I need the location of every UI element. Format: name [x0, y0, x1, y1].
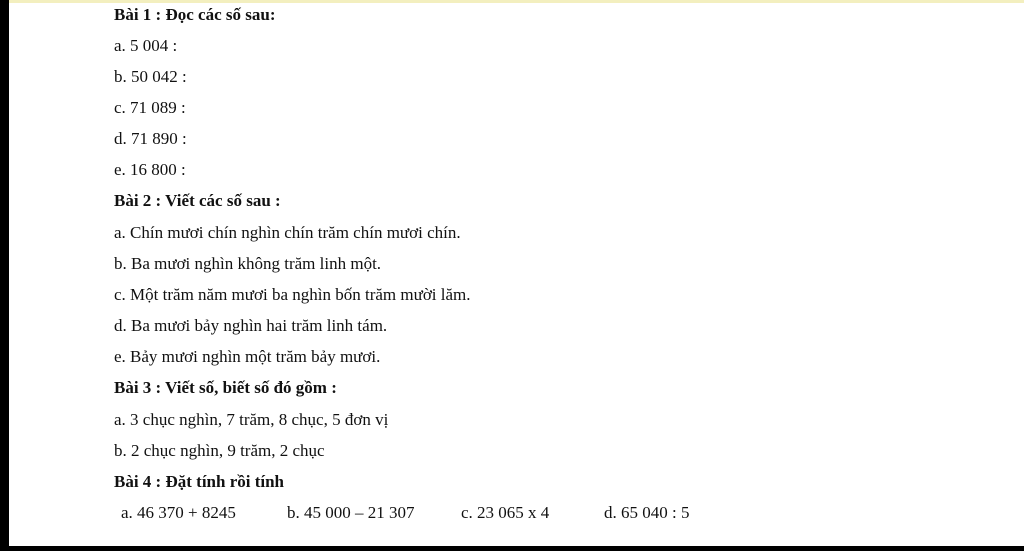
bai1-item-a: a. 5 004 :: [114, 36, 178, 55]
bai4-item-d: d. 65 040 : 5: [604, 503, 690, 522]
bai1-item-c: c. 71 089 :: [114, 98, 186, 117]
bai2-item-e: e. Bảy mươi nghìn một trăm bảy mươi.: [114, 347, 381, 366]
bai4-item-c: c. 23 065 x 4: [461, 503, 550, 522]
bai2-item-c: c. Một trăm năm mươi ba nghìn bốn trăm mười lăm.: [114, 285, 471, 304]
bai3-item-b: b. 2 chục nghìn, 9 trăm, 2 chục: [114, 441, 325, 460]
bai1-item-b: b. 50 042 :: [114, 67, 187, 86]
bai3-item-a: a. 3 chục nghìn, 7 trăm, 8 chục, 5 đơn vị: [114, 410, 389, 429]
bai3-heading: Bài 3 : Viết số, biết số đó gồm :: [114, 378, 337, 397]
bai2-heading: Bài 2 : Viết các số sau :: [114, 191, 281, 210]
document-page: [9, 0, 1024, 546]
bai2-item-d: d. Ba mươi bảy nghìn hai trăm linh tám.: [114, 316, 388, 335]
bai1-heading: Bài 1 : Đọc các số sau:: [114, 5, 276, 24]
bai2-item-a: a. Chín mươi chín nghìn chín trăm chín mươi chín.: [114, 223, 461, 242]
bai4-item-a: a. 46 370 + 8245: [121, 503, 236, 522]
bai1-item-e: e. 16 800 :: [114, 160, 186, 179]
bai1-item-d: d. 71 890 :: [114, 129, 187, 148]
bai4-item-b: b. 45 000 – 21 307: [287, 503, 415, 522]
bai4-heading: Bài 4 : Đặt tính rồi tính: [114, 472, 285, 491]
bai2-item-b: b. Ba mươi nghìn không trăm linh một.: [114, 254, 382, 273]
